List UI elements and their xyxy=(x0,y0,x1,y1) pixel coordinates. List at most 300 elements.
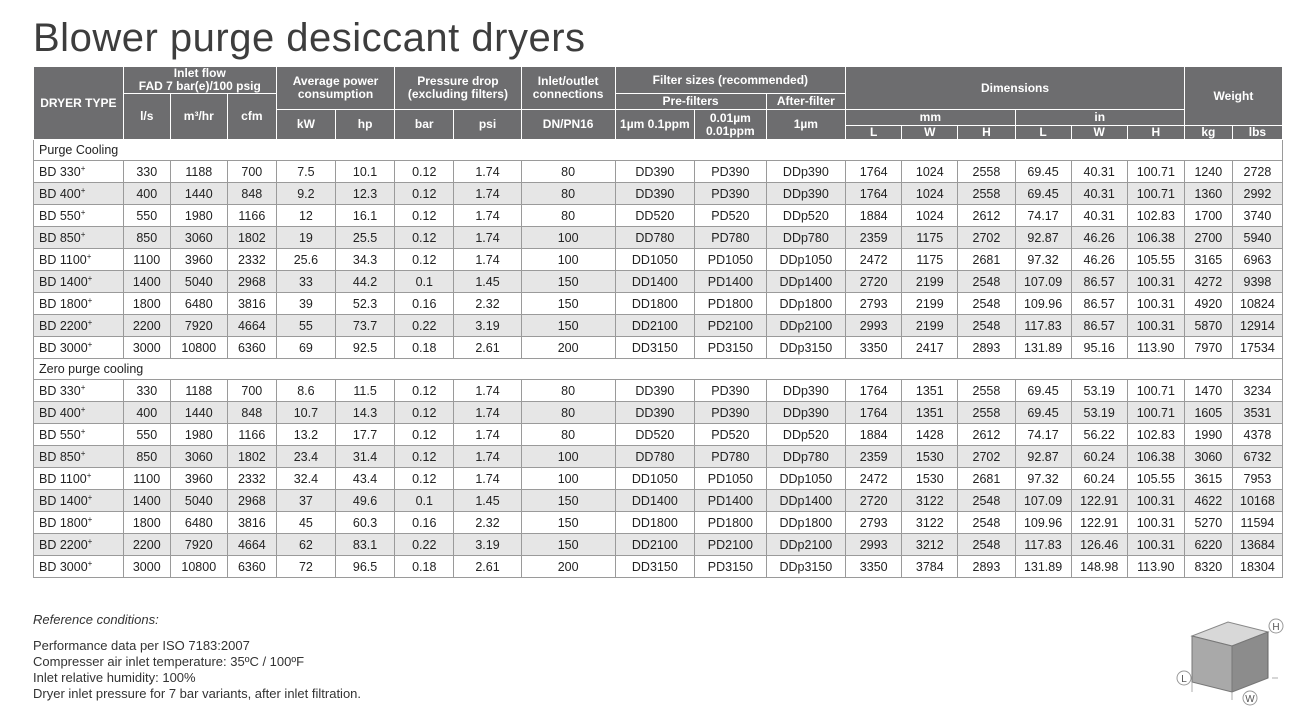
table-cell: 69.45 xyxy=(1015,402,1071,424)
table-cell: 1.74 xyxy=(454,424,521,446)
table-cell: 3000 xyxy=(123,556,170,578)
table-cell: 1240 xyxy=(1184,161,1232,183)
table-cell: 2893 xyxy=(958,556,1015,578)
table-cell: 5040 xyxy=(170,271,227,293)
table-cell: PD3150 xyxy=(695,337,766,359)
table-cell: 2548 xyxy=(958,490,1015,512)
table-cell: PD1050 xyxy=(695,468,766,490)
table-cell: 3615 xyxy=(1184,468,1232,490)
table-cell: 102.83 xyxy=(1127,424,1184,446)
table-cell: 31.4 xyxy=(336,446,395,468)
footnote-mark: + xyxy=(86,251,92,261)
table-cell: 3.19 xyxy=(454,315,521,337)
table-cell: 2681 xyxy=(958,249,1015,271)
table-cell: 10168 xyxy=(1232,490,1282,512)
table-cell: 330 xyxy=(123,161,170,183)
table-cell: 100.71 xyxy=(1127,402,1184,424)
table-cell: 3740 xyxy=(1232,205,1282,227)
table-cell: 40.31 xyxy=(1071,161,1127,183)
table-cell: 1188 xyxy=(170,380,227,402)
table-cell: 25.5 xyxy=(336,227,395,249)
table-cell: 9.2 xyxy=(276,183,335,205)
table-cell: 2472 xyxy=(846,249,902,271)
table-cell: 97.32 xyxy=(1015,249,1071,271)
header-weight: Weight xyxy=(1184,67,1282,126)
table-cell: 1.74 xyxy=(454,205,521,227)
table-row xyxy=(34,337,1283,359)
table-row xyxy=(34,205,1283,227)
header-unit-l-in: L xyxy=(1015,126,1071,140)
table-cell: 850 xyxy=(123,446,170,468)
dryer-type-cell xyxy=(34,534,124,556)
table-cell: 3060 xyxy=(1184,446,1232,468)
section-row xyxy=(34,359,1283,380)
table-cell: 117.83 xyxy=(1015,315,1071,337)
dryer-type-label: BD 3000 xyxy=(39,559,88,574)
table-cell: 0.12 xyxy=(395,446,454,468)
diagram-label-h: H xyxy=(1272,622,1280,633)
table-cell: 200 xyxy=(521,556,615,578)
table-cell: 2968 xyxy=(227,271,276,293)
table-cell: 1530 xyxy=(902,468,958,490)
table-cell: 0.18 xyxy=(395,337,454,359)
table-cell: 1.74 xyxy=(454,227,521,249)
header-unit-lbs: lbs xyxy=(1232,126,1282,140)
header-filter-sizes: Filter sizes (recommended) xyxy=(615,67,846,94)
table-cell: 7920 xyxy=(170,534,227,556)
footnote-mark: + xyxy=(87,558,93,568)
table-cell: 1175 xyxy=(902,249,958,271)
table-cell: 100.31 xyxy=(1127,315,1184,337)
table-cell: 1.45 xyxy=(454,490,521,512)
table-cell: 2548 xyxy=(958,315,1015,337)
footnote-mark: + xyxy=(80,404,86,414)
dryer-type-label: BD 2200 xyxy=(39,537,88,552)
table-cell: DD1800 xyxy=(615,512,695,534)
table-cell: 7953 xyxy=(1232,468,1282,490)
table-cell: PD520 xyxy=(695,424,766,446)
note-line: Compresser air inlet temperature: 35ºC / 100ºF xyxy=(33,654,305,669)
table-cell: 2612 xyxy=(958,424,1015,446)
header-dimensions: Dimensions xyxy=(846,67,1185,110)
table-cell: PD390 xyxy=(695,161,766,183)
table-cell: 2968 xyxy=(227,490,276,512)
table-cell: 2893 xyxy=(958,337,1015,359)
table-cell: 100.71 xyxy=(1127,161,1184,183)
table-cell: 86.57 xyxy=(1071,293,1127,315)
table-cell: 86.57 xyxy=(1071,315,1127,337)
table-cell: 100 xyxy=(521,249,615,271)
table-cell: 3960 xyxy=(170,249,227,271)
table-cell: DD2100 xyxy=(615,534,695,556)
footnote-mark: + xyxy=(87,514,93,524)
header-unit-m3hr: m³/hr xyxy=(170,94,227,140)
table-cell: 1400 xyxy=(123,271,170,293)
header-unit-h-in: H xyxy=(1127,126,1184,140)
table-cell: 3122 xyxy=(902,512,958,534)
table-cell: DD1800 xyxy=(615,293,695,315)
header-inlet-flow xyxy=(123,67,276,94)
table-cell: 2359 xyxy=(846,227,902,249)
table-cell: DD1400 xyxy=(615,490,695,512)
table-cell: 55 xyxy=(276,315,335,337)
table-cell: DDp1050 xyxy=(766,468,846,490)
table-cell: 0.18 xyxy=(395,556,454,578)
table-cell: 100.31 xyxy=(1127,534,1184,556)
table-cell: DDp390 xyxy=(766,402,846,424)
table-cell: DDp390 xyxy=(766,161,846,183)
footnote-mark: + xyxy=(87,339,93,349)
table-cell: 80 xyxy=(521,205,615,227)
table-cell: 100.31 xyxy=(1127,293,1184,315)
table-cell: 2720 xyxy=(846,271,902,293)
table-cell: DDp2100 xyxy=(766,534,846,556)
table-cell: 2993 xyxy=(846,315,902,337)
table-cell: DD2100 xyxy=(615,315,695,337)
header-unit-l-mm: L xyxy=(846,126,902,140)
dryer-type-label: BD 400 xyxy=(39,405,81,420)
table-row xyxy=(34,183,1283,205)
table-cell: 60.24 xyxy=(1071,446,1127,468)
table-row xyxy=(34,534,1283,556)
note-line: Inlet relative humidity: 100% xyxy=(33,670,196,685)
table-cell: 80 xyxy=(521,183,615,205)
table-cell: DDp520 xyxy=(766,205,846,227)
table-cell: 3234 xyxy=(1232,380,1282,402)
table-cell: PD390 xyxy=(695,183,766,205)
dryer-type-label: BD 400 xyxy=(39,186,81,201)
table-cell: 400 xyxy=(123,183,170,205)
table-cell: 4272 xyxy=(1184,271,1232,293)
table-row xyxy=(34,556,1283,578)
table-cell: 3122 xyxy=(902,490,958,512)
table-cell: 150 xyxy=(521,512,615,534)
dryer-type-label: BD 1100 xyxy=(39,471,87,486)
table-cell: 2702 xyxy=(958,446,1015,468)
table-cell: 1440 xyxy=(170,183,227,205)
table-cell: 6963 xyxy=(1232,249,1282,271)
table-cell: 2993 xyxy=(846,534,902,556)
table-cell: 1802 xyxy=(227,227,276,249)
table-cell: 9398 xyxy=(1232,271,1282,293)
table-cell: 5870 xyxy=(1184,315,1232,337)
table-cell: 113.90 xyxy=(1127,556,1184,578)
table-cell: 25.6 xyxy=(276,249,335,271)
note-line: Dryer inlet pressure for 7 bar variants, after inlet filtration. xyxy=(33,686,362,701)
table-cell: 1175 xyxy=(902,227,958,249)
table-cell: 11.5 xyxy=(336,380,395,402)
table-cell: 107.09 xyxy=(1015,271,1071,293)
table-cell: 2702 xyxy=(958,227,1015,249)
header-inlet-outlet: Inlet/outlet connections xyxy=(521,67,615,110)
table-cell: 1.74 xyxy=(454,183,521,205)
table-cell: 3816 xyxy=(227,293,276,315)
header-inlet-flow-sub: FAD 7 bar(e)/100 psig xyxy=(138,79,261,93)
table-cell: 2472 xyxy=(846,468,902,490)
dryer-type-label: BD 850 xyxy=(39,230,81,245)
dryer-type-cell xyxy=(34,183,124,205)
table-cell: 53.19 xyxy=(1071,380,1127,402)
table-cell: 106.38 xyxy=(1127,227,1184,249)
table-cell: 8320 xyxy=(1184,556,1232,578)
table-cell: 92.5 xyxy=(336,337,395,359)
table-cell: 1.74 xyxy=(454,380,521,402)
table-cell: 1980 xyxy=(170,424,227,446)
section-row xyxy=(34,140,1283,161)
table-cell: 60.3 xyxy=(336,512,395,534)
header-unit-w-mm: W xyxy=(902,126,958,140)
table-cell: 2558 xyxy=(958,402,1015,424)
table-cell: 2199 xyxy=(902,293,958,315)
table-row xyxy=(34,227,1283,249)
table-cell: 2558 xyxy=(958,183,1015,205)
dryer-type-label: BD 850 xyxy=(39,449,81,464)
table-cell: 100.71 xyxy=(1127,183,1184,205)
dryer-type-cell xyxy=(34,380,124,402)
table-cell: 1802 xyxy=(227,446,276,468)
table-cell: 1166 xyxy=(227,424,276,446)
table-cell: 1764 xyxy=(846,183,902,205)
table-cell: 80 xyxy=(521,424,615,446)
header-unit-h-mm: H xyxy=(958,126,1015,140)
dryer-type-cell xyxy=(34,161,124,183)
dryer-type-cell xyxy=(34,227,124,249)
table-cell: 3531 xyxy=(1232,402,1282,424)
header-pre-filters: Pre-filters xyxy=(615,94,766,110)
table-cell: 0.12 xyxy=(395,402,454,424)
dryer-spec-table xyxy=(33,66,1283,578)
table-cell: 550 xyxy=(123,205,170,227)
table-cell: 1024 xyxy=(902,183,958,205)
table-cell: 2700 xyxy=(1184,227,1232,249)
footnote-mark: + xyxy=(80,185,86,195)
table-row xyxy=(34,315,1283,337)
table-cell: 6360 xyxy=(227,556,276,578)
table-cell: 3350 xyxy=(846,337,902,359)
table-cell: 107.09 xyxy=(1015,490,1071,512)
table-cell: 6480 xyxy=(170,293,227,315)
footnote-mark: + xyxy=(87,536,93,546)
table-cell: 1100 xyxy=(123,468,170,490)
table-cell: 13684 xyxy=(1232,534,1282,556)
table-cell: 2199 xyxy=(902,315,958,337)
table-cell: 17534 xyxy=(1232,337,1282,359)
table-cell: 700 xyxy=(227,380,276,402)
table-cell: 10800 xyxy=(170,556,227,578)
table-cell: 97.32 xyxy=(1015,468,1071,490)
table-cell: 3784 xyxy=(902,556,958,578)
header-avg-power: Average power consumption xyxy=(276,67,394,110)
table-cell: 32.4 xyxy=(276,468,335,490)
table-row xyxy=(34,468,1283,490)
dryer-type-cell xyxy=(34,402,124,424)
table-cell: 550 xyxy=(123,424,170,446)
dryer-type-label: BD 1400 xyxy=(39,493,88,508)
header-unit-cfm: cfm xyxy=(227,94,276,140)
table-row xyxy=(34,161,1283,183)
table-cell: 10.7 xyxy=(276,402,335,424)
table-cell: 69.45 xyxy=(1015,161,1071,183)
table-cell: 5040 xyxy=(170,490,227,512)
table-cell: 60.24 xyxy=(1071,468,1127,490)
table-cell: 3350 xyxy=(846,556,902,578)
table-cell: 43.4 xyxy=(336,468,395,490)
table-cell: PD780 xyxy=(695,446,766,468)
table-cell: 1700 xyxy=(1184,205,1232,227)
table-cell: 12.3 xyxy=(336,183,395,205)
dryer-type-cell xyxy=(34,490,124,512)
table-cell: 69.45 xyxy=(1015,380,1071,402)
table-cell: 40.31 xyxy=(1071,183,1127,205)
table-cell: 6480 xyxy=(170,512,227,534)
table-cell: 150 xyxy=(521,315,615,337)
table-cell: 2720 xyxy=(846,490,902,512)
header-mm: mm xyxy=(846,110,1015,126)
table-cell: 3000 xyxy=(123,337,170,359)
table-cell: 2199 xyxy=(902,271,958,293)
table-cell: 1764 xyxy=(846,380,902,402)
table-row xyxy=(34,380,1283,402)
table-cell: 0.12 xyxy=(395,468,454,490)
table-cell: 4664 xyxy=(227,315,276,337)
table-cell: PD780 xyxy=(695,227,766,249)
table-cell: 46.26 xyxy=(1071,249,1127,271)
table-cell: 2548 xyxy=(958,512,1015,534)
table-cell: 150 xyxy=(521,534,615,556)
table-cell: 10.1 xyxy=(336,161,395,183)
table-cell: PD2100 xyxy=(695,534,766,556)
table-cell: DDp1050 xyxy=(766,249,846,271)
table-cell: 1884 xyxy=(846,424,902,446)
table-cell: 0.16 xyxy=(395,293,454,315)
table-cell: 1.74 xyxy=(454,468,521,490)
table-body xyxy=(34,140,1283,578)
table-cell: 62 xyxy=(276,534,335,556)
table-cell: 7920 xyxy=(170,315,227,337)
table-cell: 2200 xyxy=(123,534,170,556)
table-cell: 4622 xyxy=(1184,490,1232,512)
header-in: in xyxy=(1015,110,1184,126)
header-unit-ls: l/s xyxy=(123,94,170,140)
note-line: Performance data per ISO 7183:2007 xyxy=(33,638,250,653)
table-cell: DDp3150 xyxy=(766,556,846,578)
table-cell: 1764 xyxy=(846,161,902,183)
table-cell: DD390 xyxy=(615,380,695,402)
table-cell: 6360 xyxy=(227,337,276,359)
table-cell: 1.74 xyxy=(454,161,521,183)
header-unit-hp: hp xyxy=(336,110,395,140)
table-cell: 2200 xyxy=(123,315,170,337)
table-cell: 73.7 xyxy=(336,315,395,337)
table-cell: 0.12 xyxy=(395,205,454,227)
table-row xyxy=(34,424,1283,446)
table-cell: 56.22 xyxy=(1071,424,1127,446)
reference-notes xyxy=(33,612,361,702)
table-cell: 2558 xyxy=(958,380,1015,402)
table-cell: PD1800 xyxy=(695,512,766,534)
table-cell: 23.4 xyxy=(276,446,335,468)
table-cell: DD390 xyxy=(615,402,695,424)
table-cell: DDp390 xyxy=(766,183,846,205)
table-cell: 86.57 xyxy=(1071,271,1127,293)
table-cell: 2548 xyxy=(958,534,1015,556)
section-label: Purge Cooling xyxy=(34,140,1283,161)
table-cell: 7.5 xyxy=(276,161,335,183)
footnote-mark: + xyxy=(87,295,93,305)
table-cell: 126.46 xyxy=(1071,534,1127,556)
table-cell: PD1400 xyxy=(695,490,766,512)
table-cell: 19 xyxy=(276,227,335,249)
table-cell: DDp1400 xyxy=(766,490,846,512)
table-cell: 0.1 xyxy=(395,490,454,512)
dryer-type-label: BD 1400 xyxy=(39,274,88,289)
table-cell: 0.22 xyxy=(395,315,454,337)
table-cell: DD1400 xyxy=(615,271,695,293)
table-cell: 39 xyxy=(276,293,335,315)
table-cell: 2332 xyxy=(227,468,276,490)
table-cell: 2793 xyxy=(846,512,902,534)
table-cell: 6732 xyxy=(1232,446,1282,468)
table-cell: 3212 xyxy=(902,534,958,556)
table-cell: 69.45 xyxy=(1015,183,1071,205)
dryer-type-cell xyxy=(34,293,124,315)
table-cell: 100.31 xyxy=(1127,512,1184,534)
table-cell: 3960 xyxy=(170,468,227,490)
dryer-type-cell xyxy=(34,337,124,359)
table-cell: 150 xyxy=(521,490,615,512)
table-cell: 46.26 xyxy=(1071,227,1127,249)
footnote-mark: + xyxy=(80,382,86,392)
table-cell: 74.17 xyxy=(1015,205,1071,227)
table-cell: 45 xyxy=(276,512,335,534)
dryer-type-label: BD 3000 xyxy=(39,340,88,355)
table-cell: 117.83 xyxy=(1015,534,1071,556)
table-cell: 1990 xyxy=(1184,424,1232,446)
table-row xyxy=(34,249,1283,271)
table-cell: 1351 xyxy=(902,380,958,402)
table-cell: 2548 xyxy=(958,293,1015,315)
table-cell: 12914 xyxy=(1232,315,1282,337)
table-cell: 13.2 xyxy=(276,424,335,446)
table-cell: DD390 xyxy=(615,161,695,183)
table-cell: 74.17 xyxy=(1015,424,1071,446)
table-cell: 200 xyxy=(521,337,615,359)
table-cell: 3.19 xyxy=(454,534,521,556)
dryer-type-cell xyxy=(34,315,124,337)
table-cell: 80 xyxy=(521,380,615,402)
table-cell: 113.90 xyxy=(1127,337,1184,359)
table-row xyxy=(34,446,1283,468)
table-cell: 1400 xyxy=(123,490,170,512)
table-cell: 6220 xyxy=(1184,534,1232,556)
table-cell: 2359 xyxy=(846,446,902,468)
header-dryer-type: DRYER TYPE xyxy=(34,67,124,140)
table-cell: 131.89 xyxy=(1015,337,1071,359)
dryer-type-cell xyxy=(34,424,124,446)
section-label: Zero purge cooling xyxy=(34,359,1283,380)
table-cell: 150 xyxy=(521,271,615,293)
header-unit-dn: DN/PN16 xyxy=(521,110,615,140)
dryer-type-label: BD 1800 xyxy=(39,515,88,530)
table-cell: DDp1800 xyxy=(766,293,846,315)
table-cell: 105.55 xyxy=(1127,468,1184,490)
table-cell: 100.71 xyxy=(1127,380,1184,402)
table-cell: 14.3 xyxy=(336,402,395,424)
table-cell: DD1050 xyxy=(615,249,695,271)
table-cell: PD390 xyxy=(695,402,766,424)
footnote-mark: + xyxy=(87,273,93,283)
table-cell: 72 xyxy=(276,556,335,578)
